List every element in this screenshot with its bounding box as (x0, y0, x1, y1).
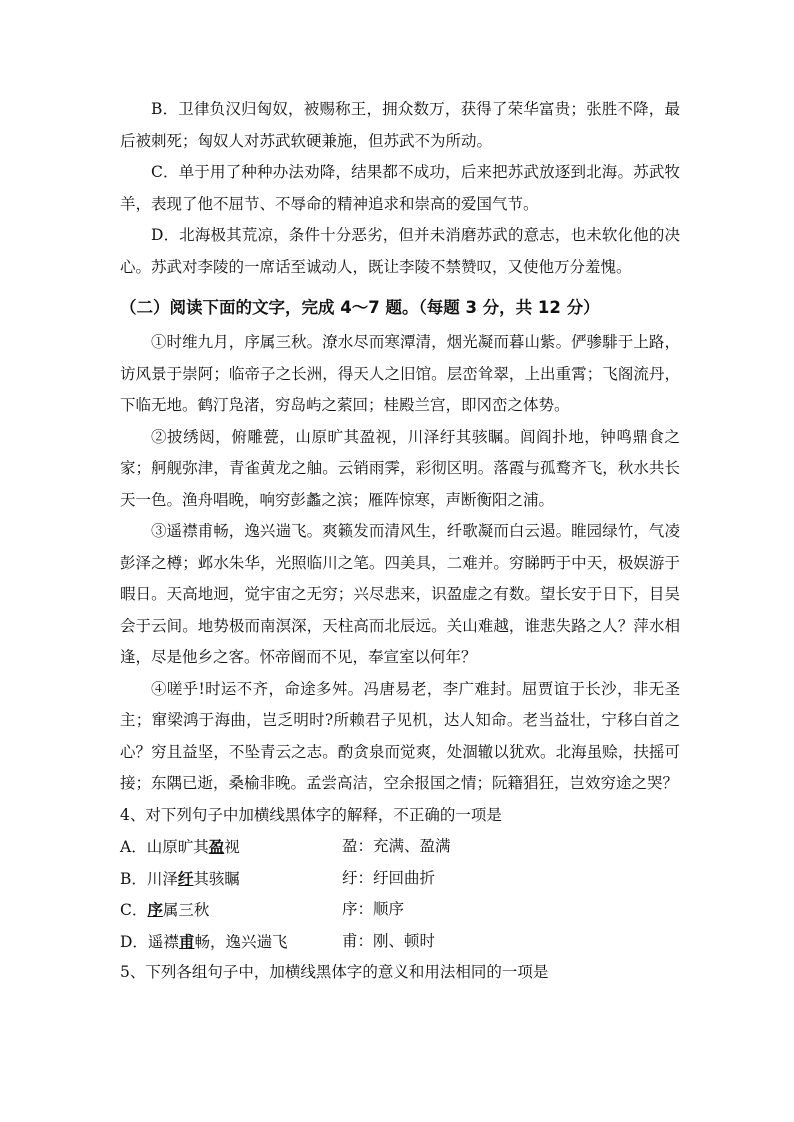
option-sentence: D．遥襟甫畅，逸兴遄飞 (120, 931, 288, 951)
key-character: 甫 (178, 931, 195, 951)
key-character: 盈 (208, 837, 225, 856)
document-page (120, 94, 680, 989)
option-gloss: 序：顺序 (342, 900, 405, 918)
section-heading: （二）阅读下面的文字，完成 4～7 题。（每题 3 分，共 12 分） (120, 298, 600, 317)
passage-paragraph-2: ②披绣闼，俯雕甍，山原旷其盈视，川泽纡其骇瞩。闾阎扑地，钟鸣鼎食之家；舸舰弥津，青雀黄龙之舳。云销雨霁，彩彻区明。落霞与孤鹜齐飞，秋水共长天一色。渔舟唱晚，响穷彭蠡之滨；雁阵惊寒，声断衡阳之浦。 (120, 427, 680, 509)
option-sentence: B．川泽纡其骇瞩 (120, 868, 240, 888)
key-character: 纡 (177, 868, 194, 888)
option-gloss: 纡：纡回曲折 (342, 868, 436, 887)
question-4-stem: 4、对下列句子中加横线黑体字的解释，不正确的一项是 (120, 805, 502, 824)
option-c-paragraph: C．单于用了种种办法劝降，结果都不成功，后来把苏武放逐到北海。苏武牧羊，表现了他不屈节、不辱命的精神追求和崇高的爱国气节。 (120, 163, 680, 213)
option-b-paragraph: B．卫律负汉归匈奴，被赐称王，拥众数万，获得了荣华富贵；张胜不降，最后被刺死；匈奴人对苏武软硬兼施，但苏武不为所动。 (120, 100, 680, 150)
question-4-option-a[interactable] (120, 831, 680, 863)
option-gloss: 甫：刚、顿时 (342, 931, 436, 950)
option-sentence: A．山原旷其盈视 (120, 837, 240, 856)
question-4-option-c[interactable] (120, 894, 680, 926)
question-5-stem: 5、下列各组句子中，加横线黑体字的意义和用法相同的一项是 (120, 963, 549, 981)
option-d-paragraph: D．北海极其荒凉，条件十分恶劣，但并未消磨苏武的意志，也未软化他的决心。苏武对李陵的一席话至诚动人，既让李陵不禁赞叹，又使他万分羞愧。 (120, 226, 680, 276)
option-gloss: 盈：充满、盈满 (342, 837, 451, 855)
passage-paragraph-3: ③遥襟甫畅，逸兴遄飞。爽籁发而清风生，纤歌凝而白云遏。睢园绿竹，气凌彭泽之樽；邺水朱华，光照临川之笔。四美具，二难并。穷睇眄于中天，极娱游于暇日。天高地迥，觉宇宙之无穷；兴尽悲来，识盈虚之有数。望长安于日下，目吴会于云间。地势极而南溟深，天柱高而北辰远。关山难越，谁悲失路之人？萍水相逢，尽是他乡之客。怀帝阍而不见，奉宣室以何年？ (120, 522, 680, 666)
question-4-option-b[interactable] (120, 863, 680, 895)
question-4-option-d[interactable] (120, 926, 680, 958)
passage-paragraph-1: ①时维九月，序属三秋。潦水尽而寒潭清，烟光凝而暮山紫。俨骖騑于上路，访风景于崇阿；临帝子之长洲，得天人之旧馆。层峦耸翠，上出重霄；飞阁流丹，下临无地。鹤汀凫渚，穷岛屿之萦回；桂殿兰宫，即冈峦之体势。 (120, 333, 680, 414)
option-sentence: C．序属三秋 (120, 900, 210, 919)
key-character: 序 (147, 900, 163, 919)
passage-paragraph-4: ④嗟乎!时运不齐，命途多舛。冯唐易老，李广难封。屈贾谊于长沙，非无圣主；窜梁鸿于海曲，岂乏明时?所赖君子见机，达人知命。老当益壮，宁移白首之心？穷且益坚，不坠青云之志。酌贪泉而觉爽，处涸辙以犹欢。北海虽赊，扶摇可接；东隅已逝，桑榆非晚。孟尝高洁，空余报国之情；阮籍猖狂，岂效穷途之哭？ (120, 679, 680, 792)
